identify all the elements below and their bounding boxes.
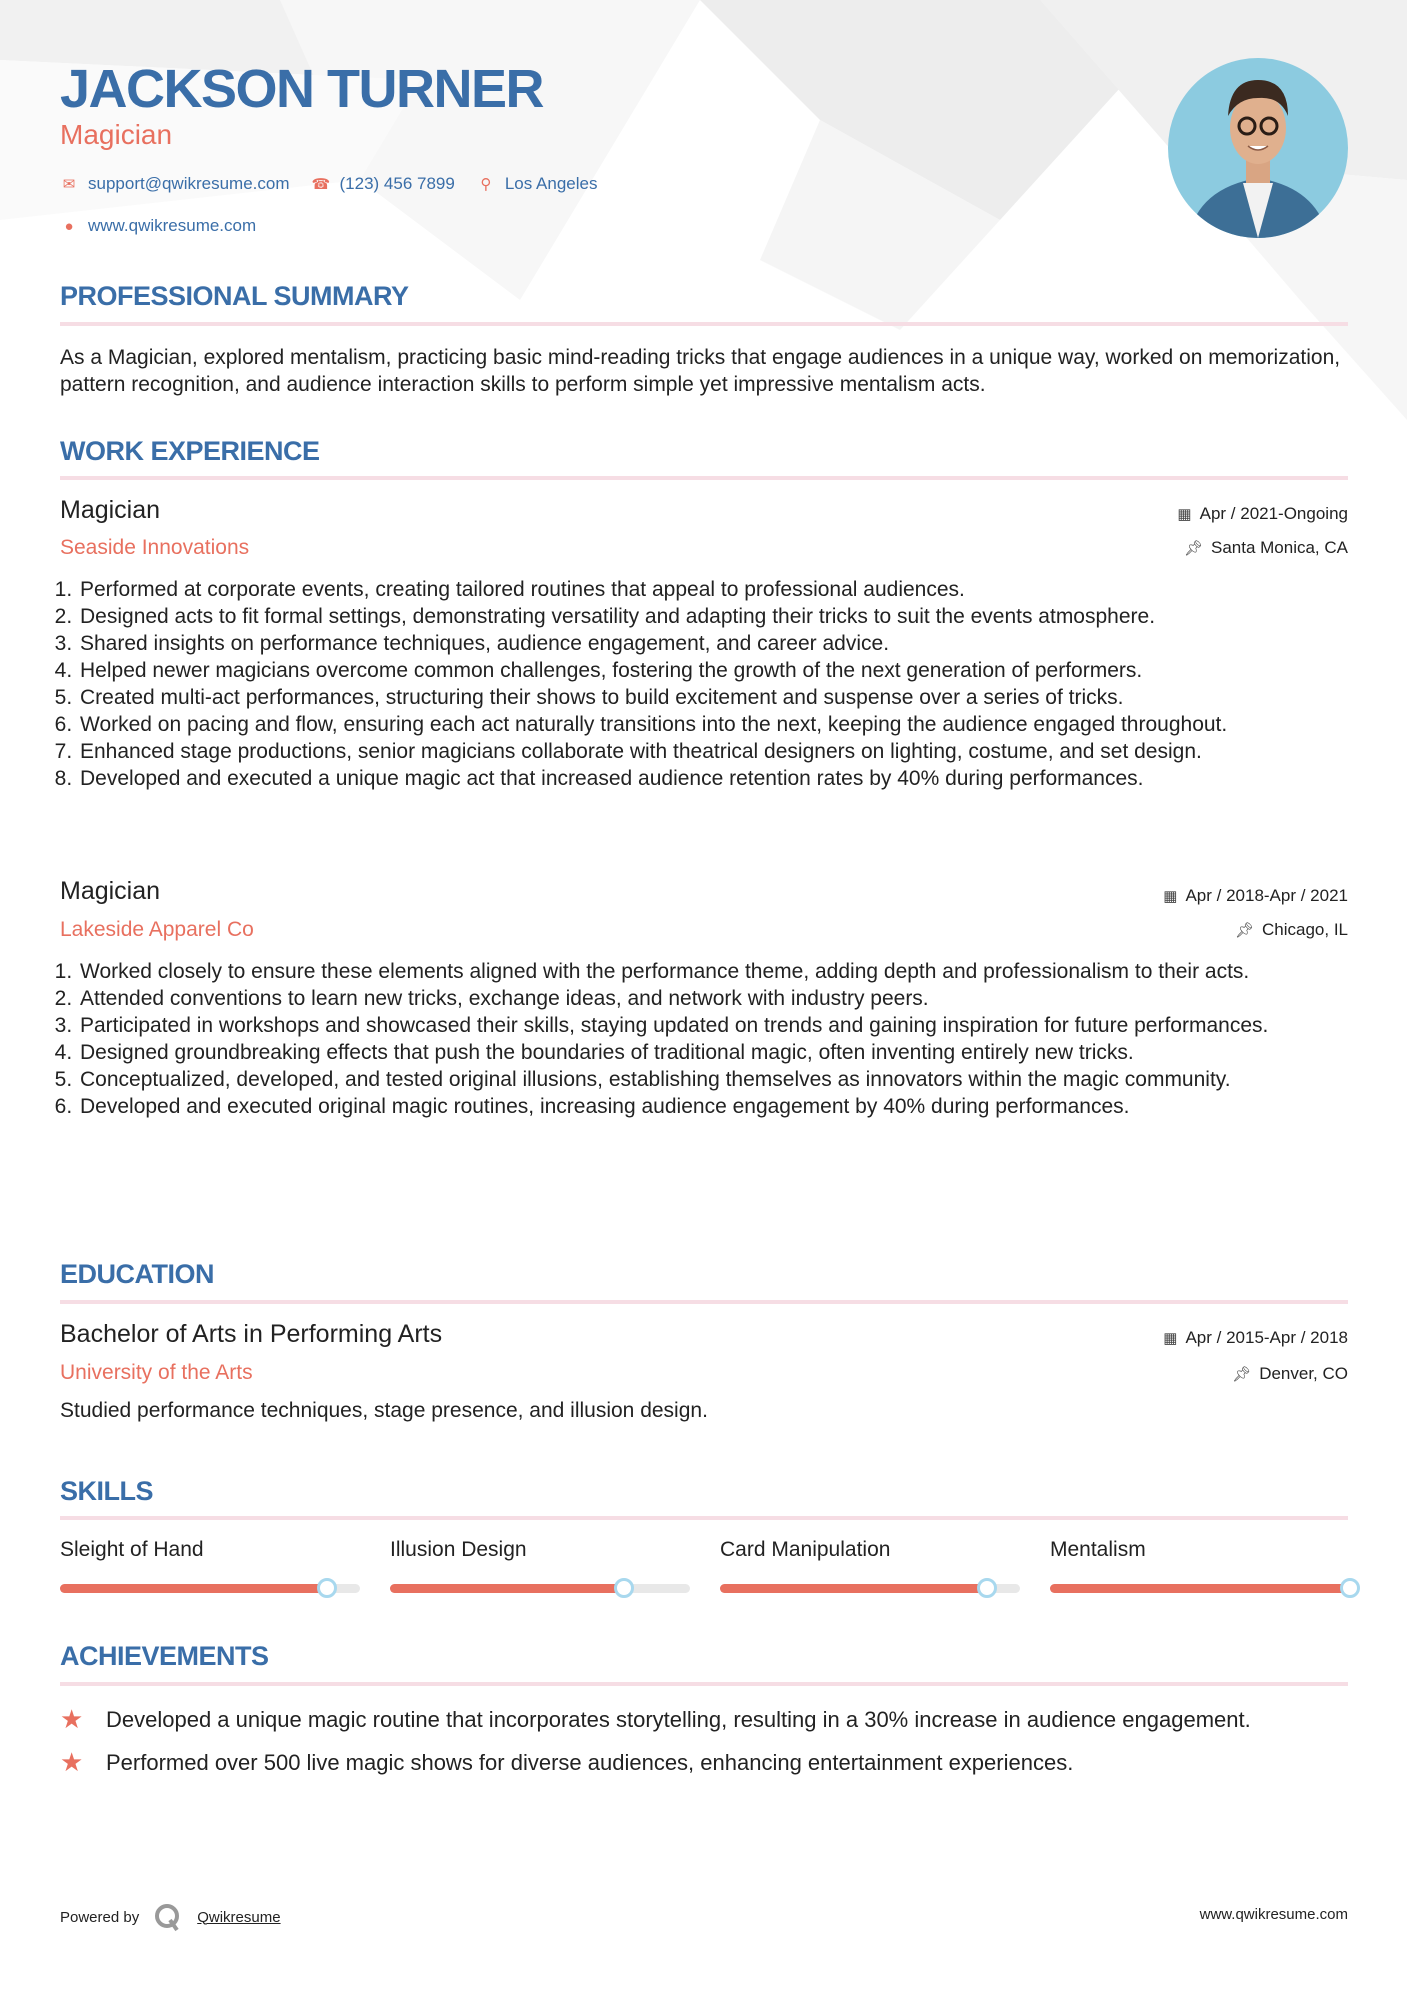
education-description: Studied performance techniques, stage presence, and illusion design. [60, 1399, 708, 1422]
job-title: Magician [60, 877, 161, 905]
bullet-item: 8. Developed and executed a unique magic act that increased audience retention rates by 40% during performances. [78, 765, 1350, 792]
calendar-icon: ▦ [1177, 506, 1192, 523]
education-date-text: Apr / 2015-Apr / 2018 [1185, 1328, 1348, 1347]
job-title: Magician [60, 496, 161, 524]
bullet-item: 7. Enhanced stage productions, senior magicians collaborate with theatrical designers on lighting, costume, and set design. [78, 738, 1350, 765]
job-date [1177, 504, 1348, 524]
calendar-icon: ▦ [1163, 888, 1178, 905]
job-company: Lakeside Apparel Co [60, 918, 254, 941]
education-date [1163, 1328, 1348, 1348]
skill-level-bar [1050, 1584, 1350, 1593]
job-location-text: Chicago, IL [1262, 920, 1348, 939]
skill-level-knob [614, 1578, 634, 1598]
bullet-item: 4. Helped newer magicians overcome common challenges, fostering the growth of the next generation of performers. [78, 657, 1350, 684]
skill-item [390, 1538, 690, 1593]
job-bullets [60, 958, 1350, 1120]
phone-text: (123) 456 7899 [339, 174, 455, 193]
achievement-text: Performed over 500 live magic shows for diverse audiences, enhancing entertainment experiences. [106, 1749, 1074, 1775]
bullet-item: 1. Performed at corporate events, creating tailored routines that appeal to professional audiences. [78, 576, 1350, 603]
skill-item [60, 1538, 360, 1593]
skill-label: Sleight of Hand [60, 1538, 204, 1561]
profile-photo [1168, 58, 1348, 238]
email-link[interactable]: support@qwikresume.com [88, 174, 290, 193]
bullet-item: 5. Conceptualized, developed, and tested original illusions, establishing themselves as innovators within the magic community. [78, 1066, 1350, 1093]
powered-by-label: Powered by [60, 1908, 140, 1926]
skill-item [1050, 1538, 1350, 1593]
job-date-text: Apr / 2018-Apr / 2021 [1185, 886, 1348, 905]
bullet-item: 2. Designed acts to fit formal settings, demonstrating versatility and adapting their tricks to suit the events atmosphere. [78, 603, 1350, 630]
job-location [1235, 920, 1348, 940]
qwikresume-logo-icon [153, 1902, 183, 1932]
section-heading-experience: WORK EXPERIENCE [60, 436, 320, 466]
phone-icon: ☎ [311, 176, 331, 193]
bullet-item: 5. Created multi-act performances, structuring their shows to build excitement and suspense over a series of tricks. [78, 684, 1350, 711]
skill-level-fill [60, 1584, 327, 1593]
skill-level-fill [390, 1584, 624, 1593]
skill-level-knob [977, 1578, 997, 1598]
achievement-text: Developed a unique magic routine that incorporates storytelling, resulting in a 30% increase in audience engagement. [106, 1706, 1251, 1732]
pushpin-icon: 📌︎ [1234, 922, 1254, 939]
section-divider [60, 1682, 1348, 1686]
summary-text: As a Magician, explored mentalism, practicing basic mind-reading tricks that engage audiences in a unique way, worked on memorization, pattern recognition, and audience interaction skills to perform simple yet impressive mentalism acts. [60, 346, 1341, 396]
school-name: University of the Arts [60, 1361, 253, 1384]
email-icon: ✉ [62, 176, 76, 193]
website-link[interactable]: www.qwikresume.com [88, 216, 257, 235]
skill-level-bar [60, 1584, 360, 1593]
skill-item [720, 1538, 1020, 1593]
globe-icon: ● [64, 217, 74, 235]
job-date [1163, 886, 1348, 906]
pushpin-icon: 📌︎ [1232, 1366, 1252, 1383]
skill-level-fill [720, 1584, 987, 1593]
section-divider [60, 322, 1348, 326]
section-heading-education: EDUCATION [60, 1259, 214, 1289]
location-text: Los Angeles [504, 174, 598, 193]
bullet-item: 3. Participated in workshops and showcased their skills, staying updated on trends and gaining inspiration for future performances. [78, 1012, 1350, 1039]
qwikresume-link[interactable]: Qwikresume [197, 1908, 281, 1926]
job-location-text: Santa Monica, CA [1210, 538, 1348, 557]
education-location-text: Denver, CO [1259, 1364, 1348, 1383]
skills-list [60, 1538, 1350, 1593]
bullet-item: 6. Worked on pacing and flow, ensuring each act naturally transitions into the next, keeping the audience engaged throughout. [78, 711, 1350, 738]
job-location [1184, 538, 1348, 558]
job-date-text: Apr / 2021-Ongoing [1199, 504, 1348, 523]
section-divider [60, 1300, 1348, 1304]
bullet-item: 4. Designed groundbreaking effects that push the boundaries of traditional magic, often inventing entirely new tricks. [78, 1039, 1350, 1066]
location-pin-icon: ⚲ [480, 176, 492, 193]
job-bullets [60, 576, 1350, 792]
star-icon: ★ [60, 1704, 84, 1734]
footer-website[interactable]: www.qwikresume.com [1199, 1906, 1348, 1923]
section-divider [60, 476, 1348, 480]
pushpin-icon: 📌︎ [1183, 540, 1203, 557]
bullet-item: 2. Attended conventions to learn new tricks, exchange ideas, and network with industry peers. [78, 985, 1350, 1012]
bullet-item: 6. Developed and executed original magic routines, increasing audience engagement by 40% during performances. [78, 1093, 1350, 1120]
skill-level-knob [317, 1578, 337, 1598]
degree-title: Bachelor of Arts in Performing Arts [60, 1320, 443, 1348]
education-location [1232, 1364, 1348, 1384]
star-icon: ★ [60, 1747, 84, 1777]
candidate-role: Magician [60, 119, 173, 150]
achievement-item [60, 1704, 1251, 1735]
skill-label: Card Manipulation [720, 1538, 891, 1561]
skill-level-bar [390, 1584, 690, 1593]
achievement-item [60, 1747, 1073, 1778]
skill-label: Mentalism [1050, 1538, 1146, 1561]
footer-powered-by [60, 1902, 281, 1932]
skill-level-knob [1340, 1578, 1360, 1598]
candidate-name: JACKSON TURNER [60, 59, 544, 119]
section-heading-achievements: ACHIEVEMENTS [60, 1641, 269, 1671]
contact-row [60, 174, 597, 194]
bullet-item: 3. Shared insights on performance techniques, audience engagement, and career advice. [78, 630, 1350, 657]
section-heading-summary: PROFESSIONAL SUMMARY [60, 281, 409, 311]
skill-level-fill [1050, 1584, 1350, 1593]
calendar-icon: ▦ [1163, 1330, 1178, 1347]
section-divider [60, 1516, 1348, 1520]
skill-label: Illusion Design [390, 1538, 527, 1561]
bullet-item: 1. Worked closely to ensure these elements aligned with the performance theme, adding depth and professionalism to their acts. [78, 958, 1350, 985]
website-row [60, 216, 256, 236]
skill-level-bar [720, 1584, 1020, 1593]
section-heading-skills: SKILLS [60, 1476, 154, 1506]
job-company: Seaside Innovations [60, 536, 250, 559]
